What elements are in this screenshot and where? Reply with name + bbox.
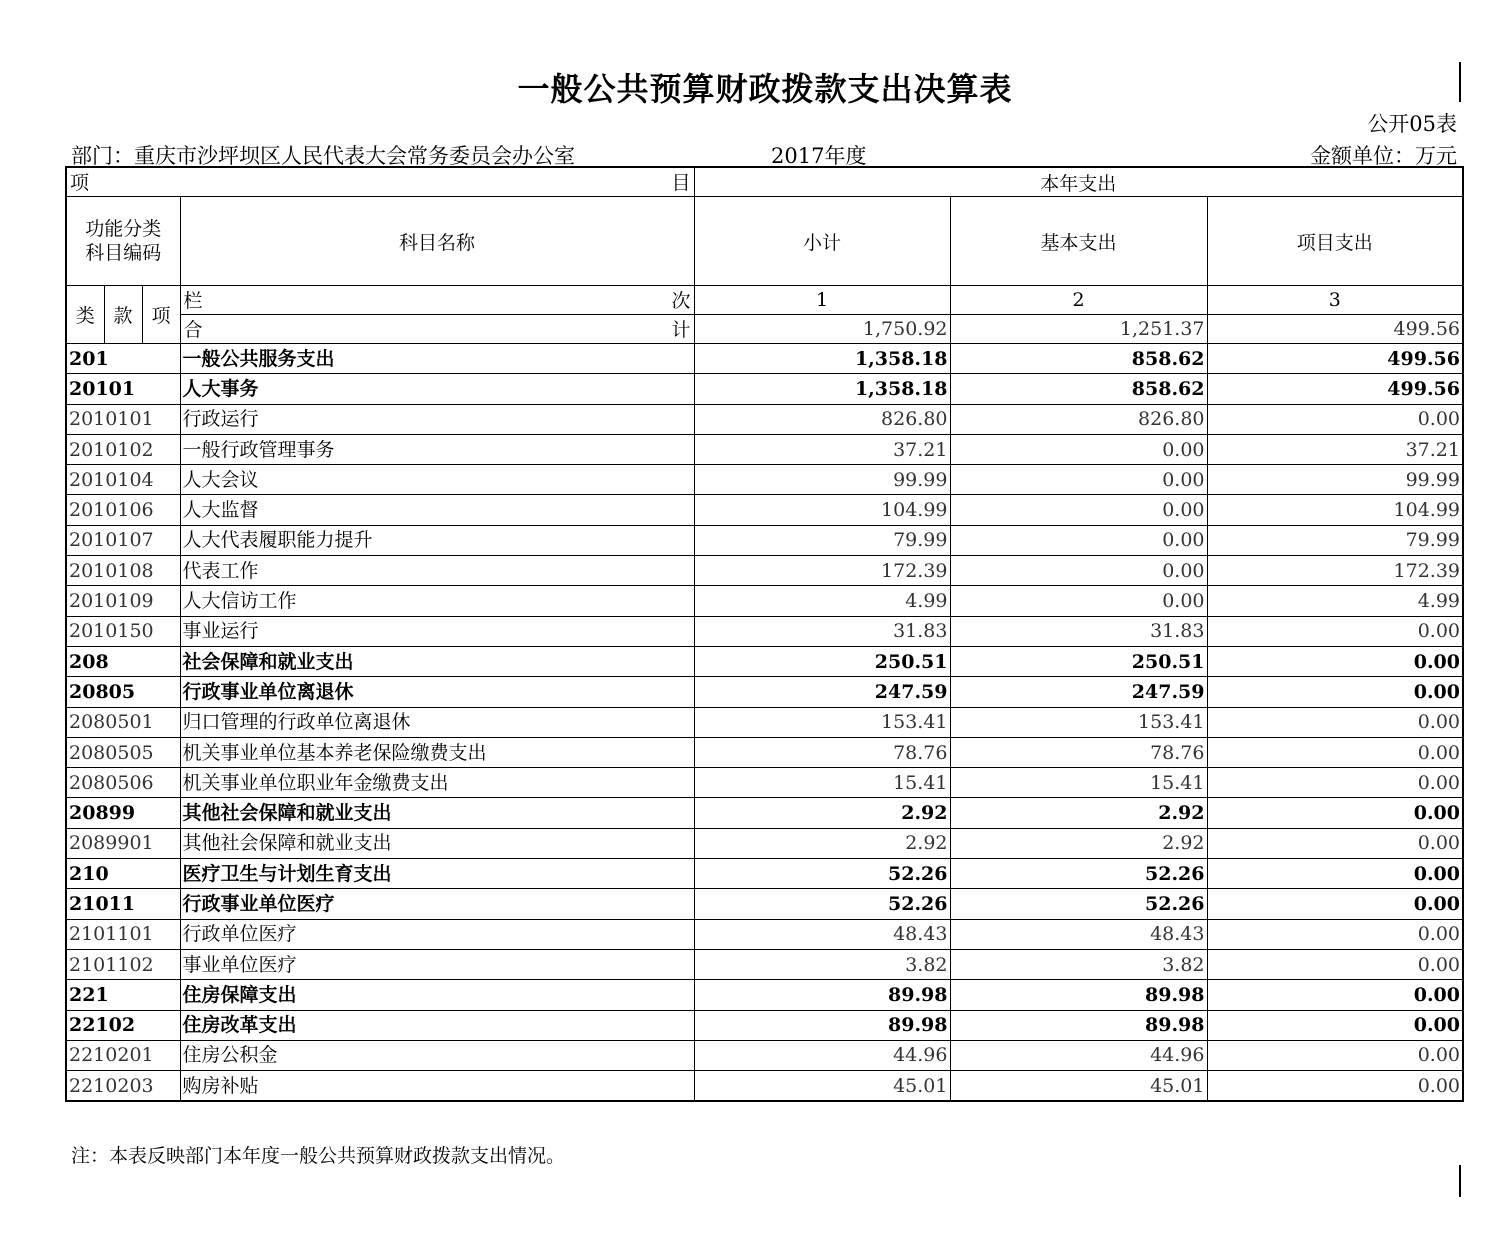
table-row	[66, 737, 1463, 767]
row-basic: 0.00	[950, 556, 1207, 586]
row-code: 221	[66, 980, 180, 1010]
total-he: 合	[183, 319, 203, 341]
header-item-right: 目	[671, 172, 691, 194]
row-subtotal: 104.99	[694, 495, 950, 525]
row-project: 0.00	[1207, 677, 1463, 707]
row-project: 0.00	[1207, 1040, 1463, 1070]
header-kuan: 款	[104, 286, 142, 344]
row-subtotal: 1,358.18	[694, 344, 950, 374]
header-this-year: 本年支出	[694, 167, 1463, 197]
row-code: 20101	[66, 374, 180, 404]
table-row	[66, 859, 1463, 889]
row-project: 172.39	[1207, 556, 1463, 586]
header-col2: 2	[950, 286, 1207, 315]
row-subtotal: 37.21	[694, 434, 950, 464]
row-project: 0.00	[1207, 1071, 1463, 1102]
row-basic: 153.41	[950, 707, 1207, 737]
row-basic: 15.41	[950, 768, 1207, 798]
row-code: 22102	[66, 1010, 180, 1040]
row-basic: 826.80	[950, 404, 1207, 434]
row-code: 2210201	[66, 1040, 180, 1070]
table-row	[66, 586, 1463, 616]
header-col3: 3	[1207, 286, 1463, 315]
row-code: 2010109	[66, 586, 180, 616]
row-code: 20805	[66, 677, 180, 707]
row-project: 104.99	[1207, 495, 1463, 525]
row-name: 机关事业单位基本养老保险缴费支出	[180, 737, 694, 767]
header-ci: 次	[671, 290, 691, 312]
row-project: 0.00	[1207, 616, 1463, 646]
row-code: 2080501	[66, 707, 180, 737]
row-project: 0.00	[1207, 980, 1463, 1010]
row-subtotal: 4.99	[694, 586, 950, 616]
row-name: 行政单位医疗	[180, 919, 694, 949]
row-project: 0.00	[1207, 798, 1463, 828]
header-basic: 基本支出	[950, 197, 1207, 286]
table-row	[66, 434, 1463, 464]
row-name: 一般行政管理事务	[180, 434, 694, 464]
row-code: 21011	[66, 889, 180, 919]
row-project: 79.99	[1207, 525, 1463, 555]
row-basic: 78.76	[950, 737, 1207, 767]
row-name: 人大代表履职能力提升	[180, 525, 694, 555]
row-project: 99.99	[1207, 465, 1463, 495]
table-row	[66, 828, 1463, 858]
row-name: 事业单位医疗	[180, 949, 694, 979]
row-subtotal: 1,358.18	[694, 374, 950, 404]
table-row	[66, 798, 1463, 828]
row-basic: 2.92	[950, 828, 1207, 858]
row-code: 2101101	[66, 919, 180, 949]
header-subtotal: 小计	[694, 197, 950, 286]
row-name: 住房改革支出	[180, 1010, 694, 1040]
row-code: 2010108	[66, 556, 180, 586]
row-project: 0.00	[1207, 404, 1463, 434]
row-project: 4.99	[1207, 586, 1463, 616]
row-basic: 31.83	[950, 616, 1207, 646]
margin-rule-bottom	[1459, 1165, 1461, 1197]
row-code: 20899	[66, 798, 180, 828]
table-row	[66, 677, 1463, 707]
row-project: 0.00	[1207, 646, 1463, 676]
row-code: 2010150	[66, 616, 180, 646]
row-basic: 0.00	[950, 434, 1207, 464]
row-name: 人大事务	[180, 374, 694, 404]
row-name: 其他社会保障和就业支出	[180, 828, 694, 858]
table-note: 注：本表反映部门本年度一般公共预算财政拨款支出情况。	[71, 1145, 566, 1167]
budget-table	[65, 166, 1464, 1102]
row-subtotal: 52.26	[694, 889, 950, 919]
row-name: 机关事业单位职业年金缴费支出	[180, 768, 694, 798]
row-name: 人大信访工作	[180, 586, 694, 616]
table-row	[66, 919, 1463, 949]
row-basic: 52.26	[950, 889, 1207, 919]
table-row	[66, 344, 1463, 374]
row-code: 2080505	[66, 737, 180, 767]
row-subtotal: 247.59	[694, 677, 950, 707]
row-code: 2010107	[66, 525, 180, 555]
row-subtotal: 153.41	[694, 707, 950, 737]
table-row	[66, 495, 1463, 525]
header-project: 项目支出	[1207, 197, 1463, 286]
row-basic: 52.26	[950, 859, 1207, 889]
row-basic: 858.62	[950, 344, 1207, 374]
row-subtotal: 44.96	[694, 1040, 950, 1070]
row-name: 医疗卫生与计划生育支出	[180, 859, 694, 889]
row-basic: 247.59	[950, 677, 1207, 707]
row-name: 行政事业单位医疗	[180, 889, 694, 919]
header-func-code: 功能分类 科目编码	[66, 197, 180, 286]
table-row	[66, 646, 1463, 676]
row-project: 0.00	[1207, 1010, 1463, 1040]
row-project: 0.00	[1207, 919, 1463, 949]
header-xiang: 项	[142, 286, 180, 344]
row-subtotal: 3.82	[694, 949, 950, 979]
row-project: 0.00	[1207, 707, 1463, 737]
row-code: 210	[66, 859, 180, 889]
table-row	[66, 374, 1463, 404]
row-basic: 0.00	[950, 465, 1207, 495]
row-project: 0.00	[1207, 889, 1463, 919]
total-subtotal: 1,750.92	[694, 315, 950, 344]
row-subtotal: 250.51	[694, 646, 950, 676]
fiscal-year: 2017年度	[771, 144, 867, 168]
row-subtotal: 89.98	[694, 1010, 950, 1040]
table-row	[66, 465, 1463, 495]
row-subtotal: 99.99	[694, 465, 950, 495]
row-code: 2010101	[66, 404, 180, 434]
table-row	[66, 404, 1463, 434]
row-project: 0.00	[1207, 768, 1463, 798]
row-basic: 89.98	[950, 1010, 1207, 1040]
row-subtotal: 15.41	[694, 768, 950, 798]
row-basic: 858.62	[950, 374, 1207, 404]
row-name: 代表工作	[180, 556, 694, 586]
row-basic: 89.98	[950, 980, 1207, 1010]
table-row	[66, 889, 1463, 919]
row-code: 2080506	[66, 768, 180, 798]
row-subtotal: 45.01	[694, 1071, 950, 1102]
form-number: 公开05表	[1367, 112, 1457, 136]
row-project: 37.21	[1207, 434, 1463, 464]
header-subject-name: 科目名称	[180, 197, 694, 286]
table-row	[66, 556, 1463, 586]
row-project: 499.56	[1207, 374, 1463, 404]
row-subtotal: 48.43	[694, 919, 950, 949]
row-subtotal: 79.99	[694, 525, 950, 555]
row-name: 社会保障和就业支出	[180, 646, 694, 676]
row-name: 事业运行	[180, 616, 694, 646]
row-basic: 45.01	[950, 1071, 1207, 1102]
row-code: 2010102	[66, 434, 180, 464]
row-code: 208	[66, 646, 180, 676]
row-code: 2010106	[66, 495, 180, 525]
amount-unit: 金额单位：万元	[1310, 144, 1457, 168]
row-name: 住房保障支出	[180, 980, 694, 1010]
row-name: 行政运行	[180, 404, 694, 434]
row-name: 购房补贴	[180, 1071, 694, 1102]
header-class: 类	[66, 286, 104, 344]
row-basic: 250.51	[950, 646, 1207, 676]
table-row	[66, 768, 1463, 798]
table-row	[66, 1071, 1463, 1102]
row-name: 其他社会保障和就业支出	[180, 798, 694, 828]
row-project: 0.00	[1207, 828, 1463, 858]
row-basic: 0.00	[950, 586, 1207, 616]
table-row	[66, 616, 1463, 646]
row-code: 201	[66, 344, 180, 374]
row-name: 归口管理的行政单位离退休	[180, 707, 694, 737]
row-project: 0.00	[1207, 949, 1463, 979]
row-name: 人大会议	[180, 465, 694, 495]
total-project: 499.56	[1207, 315, 1463, 344]
header-item-cell	[66, 167, 694, 197]
total-ji: 计	[671, 319, 691, 341]
row-basic: 0.00	[950, 525, 1207, 555]
row-code: 2089901	[66, 828, 180, 858]
total-label-cell	[180, 315, 694, 344]
row-basic: 48.43	[950, 919, 1207, 949]
row-project: 499.56	[1207, 344, 1463, 374]
margin-rule-top	[1459, 62, 1461, 102]
row-subtotal: 826.80	[694, 404, 950, 434]
table-row	[66, 525, 1463, 555]
table-row	[66, 980, 1463, 1010]
row-name: 一般公共服务支出	[180, 344, 694, 374]
row-project: 0.00	[1207, 737, 1463, 767]
row-basic: 0.00	[950, 495, 1207, 525]
table-row	[66, 1010, 1463, 1040]
row-basic: 44.96	[950, 1040, 1207, 1070]
row-subtotal: 2.92	[694, 798, 950, 828]
header-col1: 1	[694, 286, 950, 315]
row-name: 行政事业单位离退休	[180, 677, 694, 707]
row-subtotal: 172.39	[694, 556, 950, 586]
row-code: 2210203	[66, 1071, 180, 1102]
row-name: 人大监督	[180, 495, 694, 525]
header-item-left: 项	[70, 172, 90, 194]
total-basic: 1,251.37	[950, 315, 1207, 344]
table-row	[66, 949, 1463, 979]
row-code: 2010104	[66, 465, 180, 495]
row-basic: 3.82	[950, 949, 1207, 979]
row-subtotal: 78.76	[694, 737, 950, 767]
row-subtotal: 31.83	[694, 616, 950, 646]
row-project: 0.00	[1207, 859, 1463, 889]
header-lanci-cell	[180, 286, 694, 315]
row-subtotal: 89.98	[694, 980, 950, 1010]
row-subtotal: 2.92	[694, 828, 950, 858]
row-subtotal: 52.26	[694, 859, 950, 889]
row-code: 2101102	[66, 949, 180, 979]
department-label: 部门：重庆市沙坪坝区人民代表大会常务委员会办公室	[71, 144, 575, 168]
table-row	[66, 707, 1463, 737]
header-lan: 栏	[183, 290, 203, 312]
row-basic: 2.92	[950, 798, 1207, 828]
page-title: 一般公共预算财政拨款支出决算表	[517, 70, 1013, 108]
row-name: 住房公积金	[180, 1040, 694, 1070]
table-row	[66, 1040, 1463, 1070]
